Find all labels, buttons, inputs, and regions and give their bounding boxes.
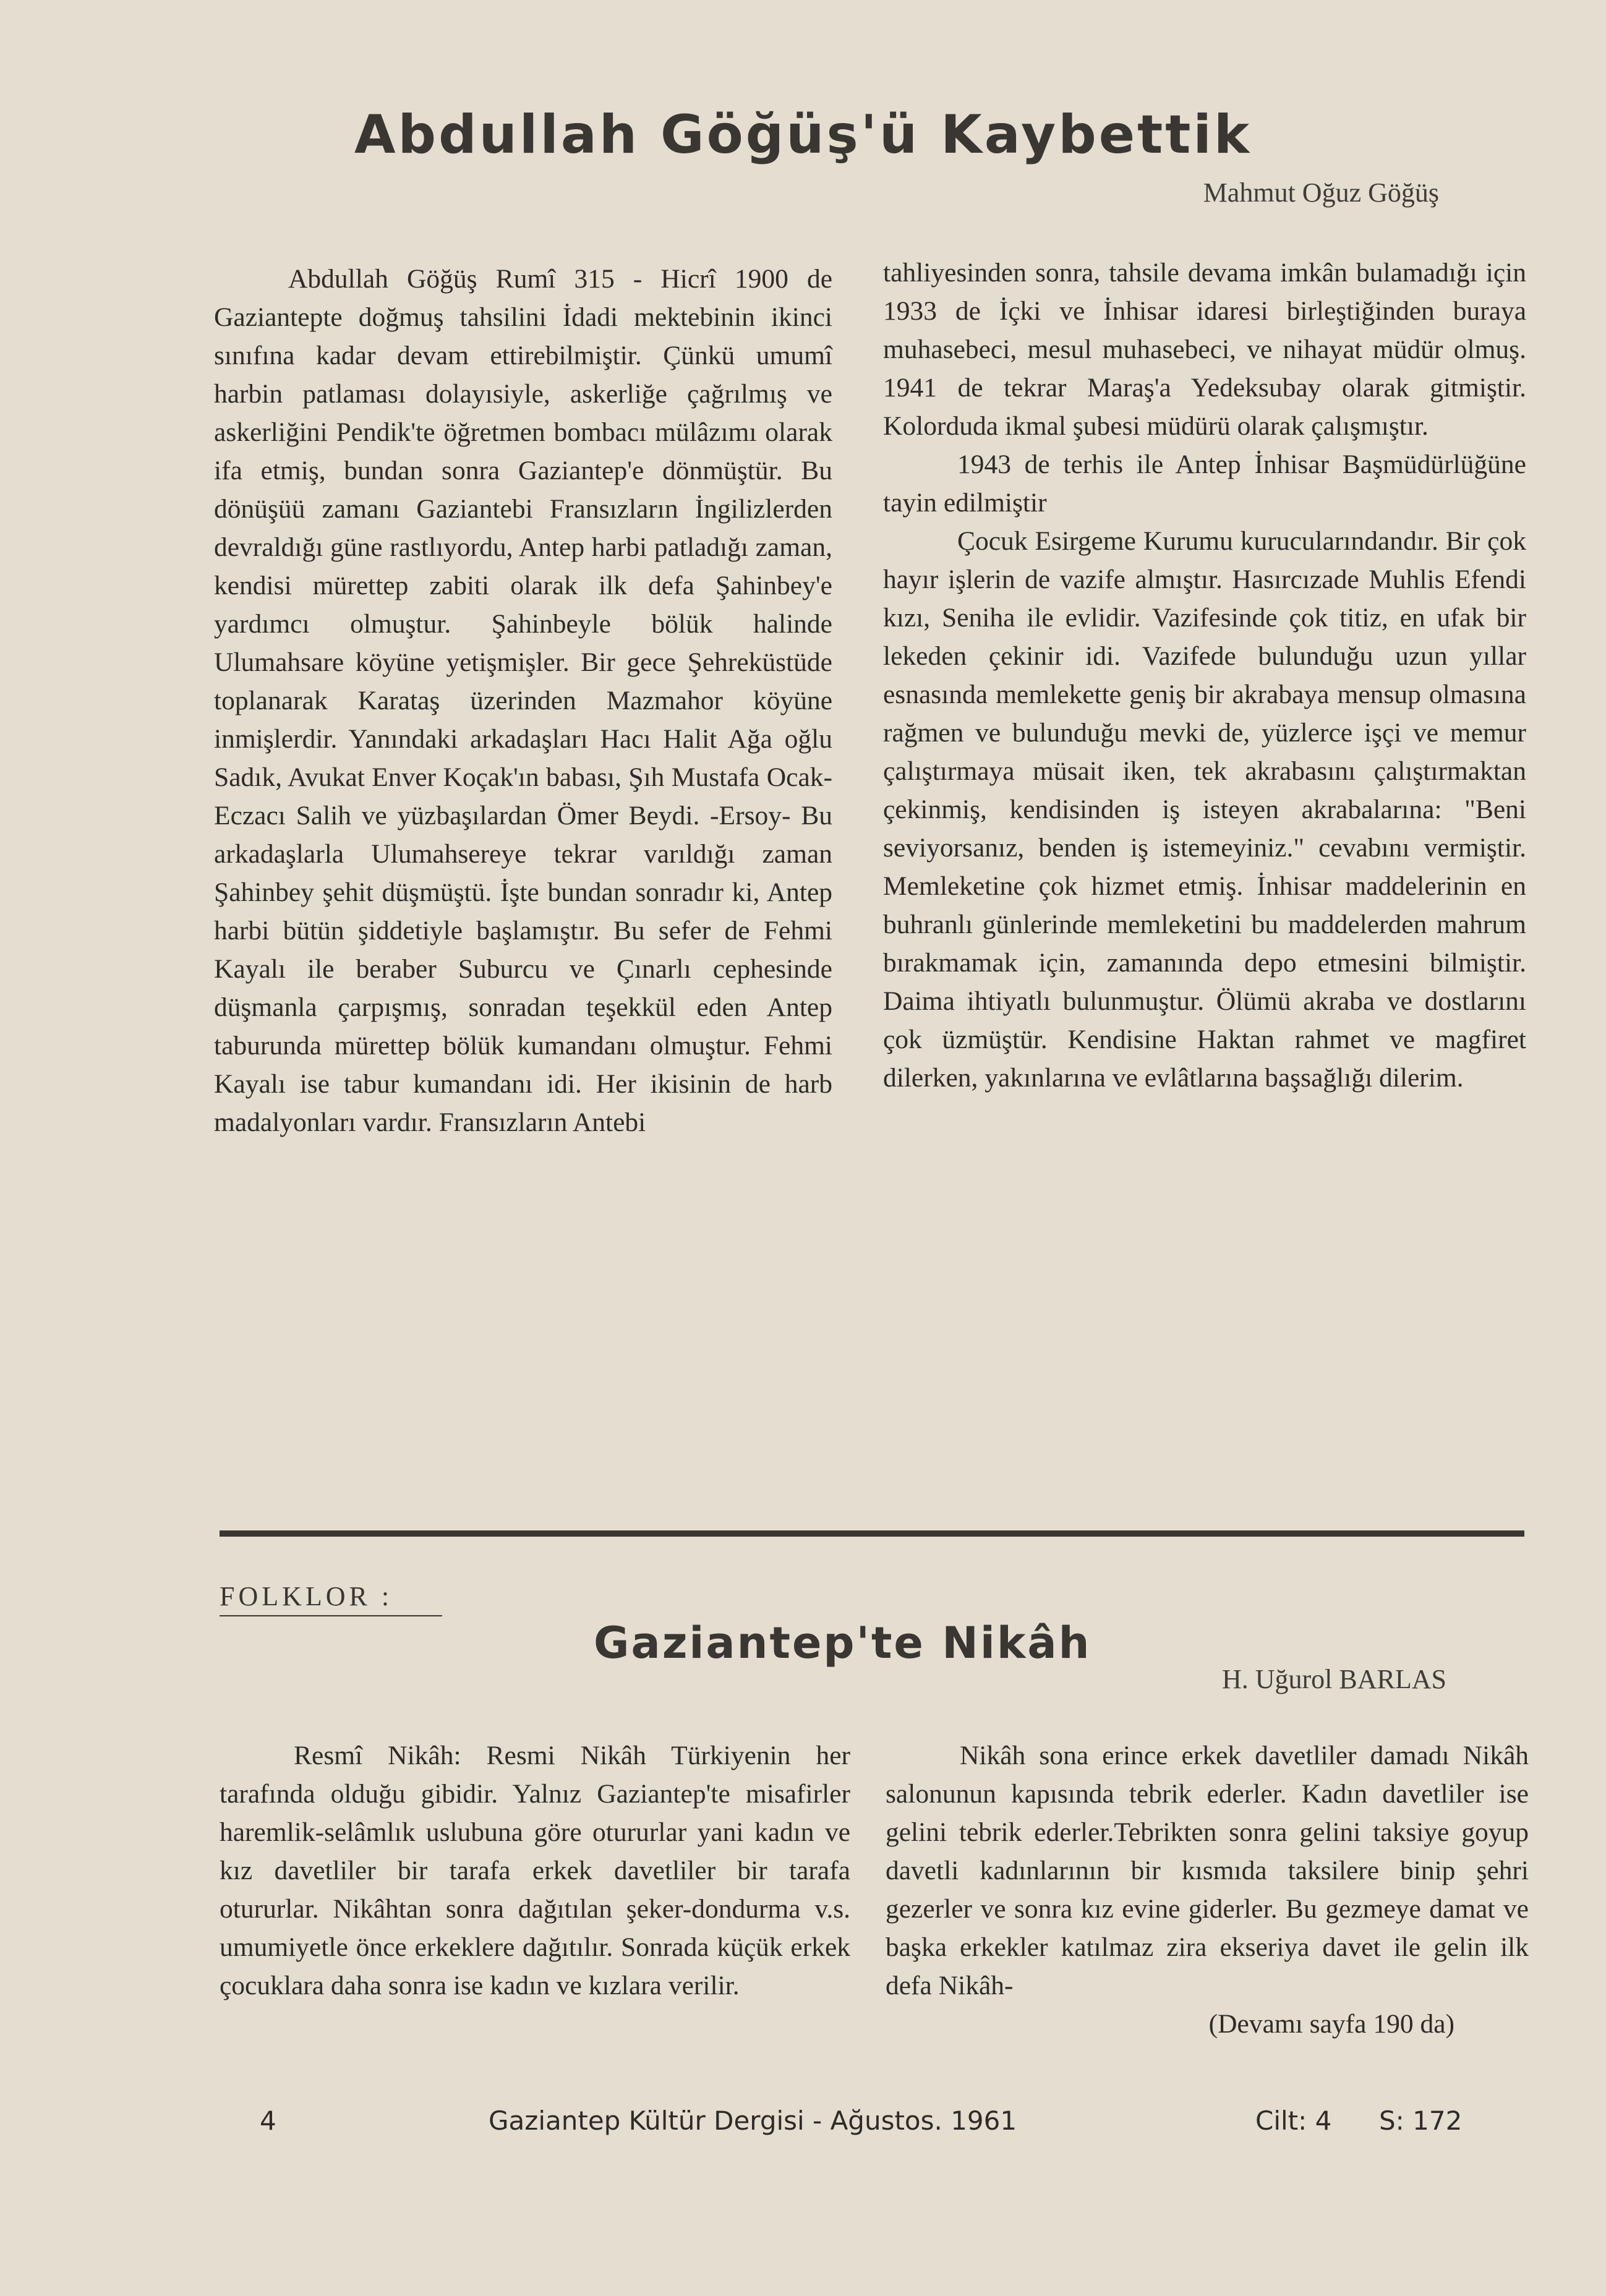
issue-info: S: 172 — [1379, 2106, 1463, 2136]
paragraph: Nikâh sona erince erkek davetliler damadı Nikâh salonunun kapısında tebrik ederler. Kadın davetliler ise gelini tebrik ederler.Tebrikten sonra gelini taksiye goyup davetli kadınlarının bir kısmıda taksilere binip şehri gezerler ve sonra kız evine giderler. Bu gezmeye damat ve başka erkekler katılmaz zira ekseriya davet ile gelin ilk defa Nikâh- — [886, 1741, 1529, 2000]
article-column-left — [220, 1736, 850, 2005]
paragraph: Resmî Nikâh: Resmi Nikâh Türkiyenin her tarafında olduğu gibidir. Yalnız Gaziantep'te misafirler haremlik-selâmlık uslubuna göre otururlar yani kadın ve kız davetliler bir tarafa erkek davetliler bir tarafa otururlar. Nikâhtan sonra dağıtılan şeker-dondurma v.s. umumiyetle önce erkeklere dağıtılır. Sonrada küçük erkek çocuklara daha sonra ise kadın ve kızlara verilir. — [220, 1741, 850, 2000]
page-number: 4 — [260, 2106, 276, 2136]
paragraph: tahliyesinden sonra, tahsile devama imkân bulamadığı için 1933 de İçki ve İnhisar idaresi birleştiğinden buraya muhasebeci, mesul muhasebeci, ve nihayat müdür olmuş. 1941 de tekrar Maraş'a Yedeksubay olarak gitmiştir. Kolorduda ikmal şubesi müdürü olarak çalışmıştır. — [883, 258, 1526, 441]
article-author: H. Uğurol BARLAS — [1221, 1664, 1446, 1694]
article-column-right — [886, 1736, 1529, 2043]
article-column-left — [214, 260, 832, 1142]
journal-info: Gaziantep Kültür Dergisi - Ağustos. 1961 — [489, 2106, 1017, 2136]
continued-note: (Devamı sayfa 190 da) — [1208, 2009, 1454, 2039]
paragraph: 1943 de terhis ile Antep İnhisar Başmüdürlüğüne tayin edilmiştir — [883, 450, 1526, 518]
article-title: Abdullah Göğüş'ü Kaybettik — [354, 104, 1252, 166]
volume-info: Cilt: 4 — [1255, 2106, 1332, 2136]
section-label: FOLKLOR : — [220, 1581, 393, 1611]
section-divider — [220, 1530, 1524, 1537]
article-column-right — [883, 254, 1526, 1097]
section-label-underline — [220, 1615, 442, 1616]
article-title: Gaziantep'te Nikâh — [594, 1618, 1091, 1668]
paragraph: Çocuk Esirgeme Kurumu kurucularındandır. Bir çok hayır işlerin de vazife almıştır. Hasırcızade Muhlis Efendi kızı, Seniha ile evlidir. Vazifesinde çok titiz, en ufak bir lekeden çekinir idi. Vazifede bulunduğu uzun yıllar esnasında memlekette geniş bir akrabaya mensup olmasına rağmen ve bulunduğu mevki de, yüzlerce işçi ve memur çalıştırmaya müsait iken, tek akrabasını çalıştırmaktan çekinmiş, kendisinden iş isteyen akrabalarına: "Beni seviyorsanız, benden iş istemeyiniz." cevabını vermiştir. Memleketine çok hizmet etmiş. İnhisar maddelerinin en buhranlı günlerinde memleketini bu maddelerden mahrum bırakmamak için, zamanında depo etmesini bilmiştir. Daima ihtiyatlı bulunmuştur. Ölümü akraba ve dostlarını çok üzmüştür. Kendisine Haktan rahmet ve magfiret dilerken, yakınlarına ve evlâtlarına başsağlığı dilerim. — [883, 526, 1526, 1093]
paragraph: Abdullah Göğüş Rumî 315 - Hicrî 1900 de Gaziantepte doğmuş tahsilini İdadi mektebinin ikinci sınıfına kadar devam ettirebilmiştir. Çünkü umumî harbin patlaması dolayısiyle, askerliğe çağrılmış ve askerliğini Pendik'te öğretmen bombacı mülâzımı olarak ifa etmiş, bundan sonra Gaziantep'e dönmüştür. Bu dönüşüü zamanı Gaziantebi Fransızların İngilizlerden devraldığı güne rastlıyordu, Antep harbi patladığı zaman, kendisi mürettep zabiti olarak ilk defa Şahinbey'e yardımcı olmuştur. Şahinbeyle bölük halinde Ulumahsare köyüne yetişmişler. Bir gece Şehreküstüde toplanarak Karataş üzerinden Mazmahor köyüne inmişlerdir. Yanındaki arkadaşları Hacı Halit Ağa oğlu Sadık, Avukat Enver Koçak'ın babası, Şıh Mustafa Ocak- Eczacı Salih ve yüzbaşılardan Ömer Beydi. -Ersoy- Bu arkadaşlarla Ulumahsereye tekrar varıldığı zaman Şahinbey şehit düşmüştü. İşte bundan sonradır ki, Antep harbi bütün şiddetiyle başlamıştır. Bu sefer de Fehmi Kayalı ile beraber Suburcu ve Çınarlı cephesinde düşmanla çarpışmış, sonradan teşekkül eden Antep taburunda mürettep bölük kumandanı olmuştur. Fehmi Kayalı ise tabur kumandanı idi. Her ikisinin de harb madalyonları vardır. Fransızların Antebi — [214, 264, 832, 1137]
article-author: Mahmut Oğuz Göğüş — [1203, 177, 1439, 208]
